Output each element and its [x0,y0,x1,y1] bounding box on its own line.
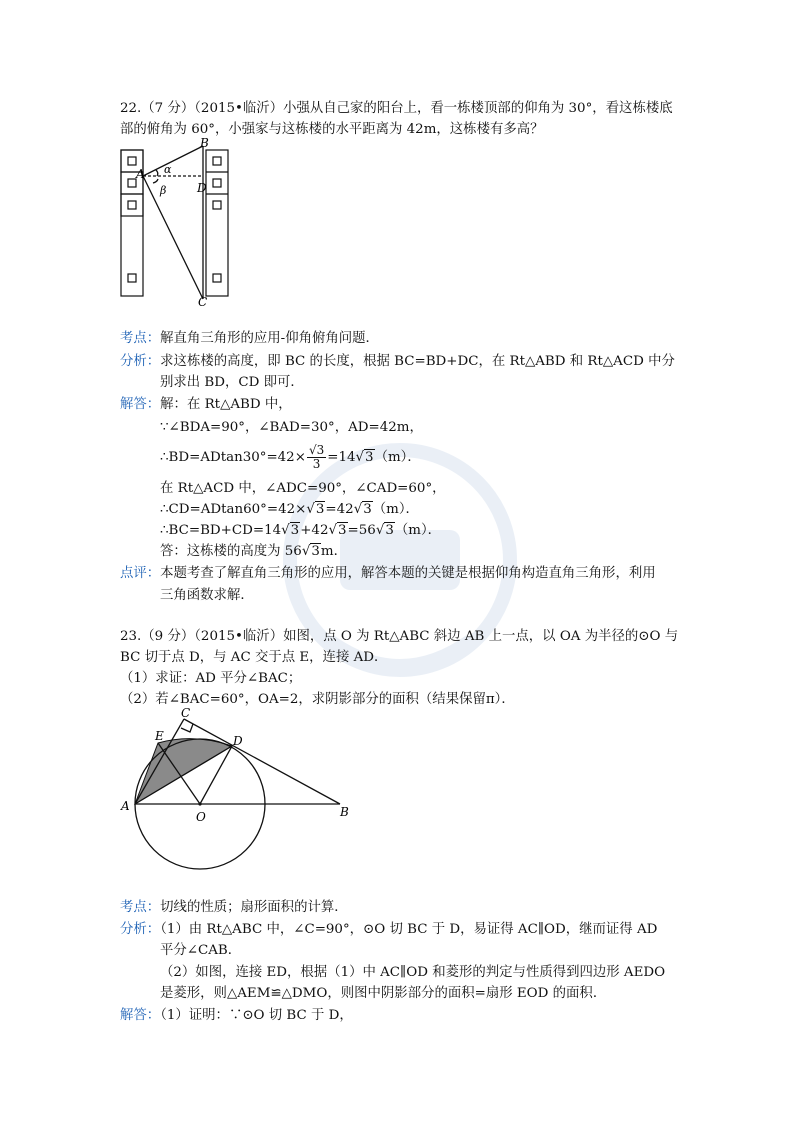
q23-fenxi-4: 是菱形，则△AEM≌△DMO，则图中阴影部分的面积=扇形 EOD 的面积． [160,986,607,1001]
q23-jieda [120,1007,353,1024]
q22-kaodian [120,330,379,347]
dianping-tag: 点评： [120,566,161,581]
q22-stem-line2: 部的俯角为 60°，小强家与这栋楼的水平距离为 42m，这栋楼有多高？ [120,122,544,137]
fraction-root3-over-3: $\frac{√3}{3}$ [308,443,325,471]
dianping-text-1: 本题考查了解直角三角形的应用，解答本题的关键是根据仰角构造直角三角形，利用 [160,566,656,581]
kaodian-tag: 考点： [120,900,161,915]
label-D: D [233,734,243,748]
q23-fenxi-3: （2）如图，连接 ED，根据（1）中 AC∥OD 和菱形的判定与性质得到四边形 AEDO [160,965,666,980]
solution-line-1: 解：在 Rt△ABD 中， [160,397,292,412]
q23-stem-line1: 23.（9 分）（2015•临沂）如图，点 O 为 Rt△ABC 斜边 AB 上一点，以 OA 为半径的⊙O 与 [120,629,679,644]
kaodian-text: 切线的性质；扇形面积的计算． [160,900,348,915]
jieda-text-1: （1）证明：∵⊙O 切 BC 于 D， [160,1008,353,1023]
solution-line-3: ∴BD=ADtan30°=42× $\frac{√3}{3}$ =14√3（m）． [160,443,421,471]
fenxi-text-1: 求这栋楼的高度，即 BC 的长度，根据 BC=BD+DC，在 Rt△ABD 和 Rt△ACD 中分 [160,354,675,369]
q22-fenxi [120,353,675,370]
q23-stem-line2: BC 切于点 D，与 AC 交于点 E，连接 AD． [120,650,388,665]
label-A: A [136,167,145,181]
q22-jieda [120,396,292,413]
jieda-tag: 解答： [120,1008,161,1023]
q23-part1: （1）求证：AD 平分∠BAC； [120,671,302,686]
kaodian-text: 解直角三角形的应用-仰角俯角问题． [160,331,379,346]
kaodian-tag: 考点： [120,331,161,346]
q23-circle-figure [118,700,358,880]
q23-fenxi-2: 平分∠CAB． [160,943,242,958]
solution-line-2: ∵∠BDA=90°，∠BAD=30°，AD=42m， [160,420,423,435]
q22-dianping [120,565,656,582]
label-D: D [197,181,207,195]
label-E: E [155,729,164,743]
q23-kaodian [120,899,348,916]
q22-stem-line1: 22.（7 分）（2015•临沂）小强从自己家的阳台上，看一栋楼顶部的仰角为 30°，看这栋楼底 [120,101,673,116]
label-A: A [121,799,130,813]
fenxi-tag: 分析： [120,354,161,369]
right-building [206,150,228,296]
label-alpha: α [164,163,172,176]
label-O: O [196,810,206,824]
solution-answer: 答：这栋楼的高度为 56√3m． [160,544,347,559]
jieda-tag: 解答： [120,397,161,412]
q23-fenxi [120,921,657,938]
fenxi-text-1: （1）由 Rt△ABC 中，∠C=90°，⊙O 切 BC 于 D，易证得 AC∥OD，继而证得 AD [160,922,658,937]
label-B: B [340,805,349,819]
label-C: C [198,295,208,308]
q23-part2: （2）若∠BAC=60°，OA=2，求阴影部分的面积（结果保留π）． [120,692,515,707]
fenxi-tag: 分析： [120,922,161,937]
q22-fenxi-2: 别求出 BD，CD 即可． [160,375,304,390]
solution-line-4: 在 Rt△ACD 中，∠ADC=90°，∠CAD=60°， [160,481,446,496]
label-beta: β [160,184,167,197]
q22-dianping-2: 三角函数求解． [160,588,254,603]
label-C: C [181,706,191,720]
label-B: B [200,136,209,150]
solution-line-5: ∴CD=ADtan60°=42×√3=42√3（m）． [160,502,419,517]
q22-building-figure [118,136,248,308]
solution-line-6: ∴BC=BD+CD=14√3+42√3=56√3（m）． [160,523,442,538]
